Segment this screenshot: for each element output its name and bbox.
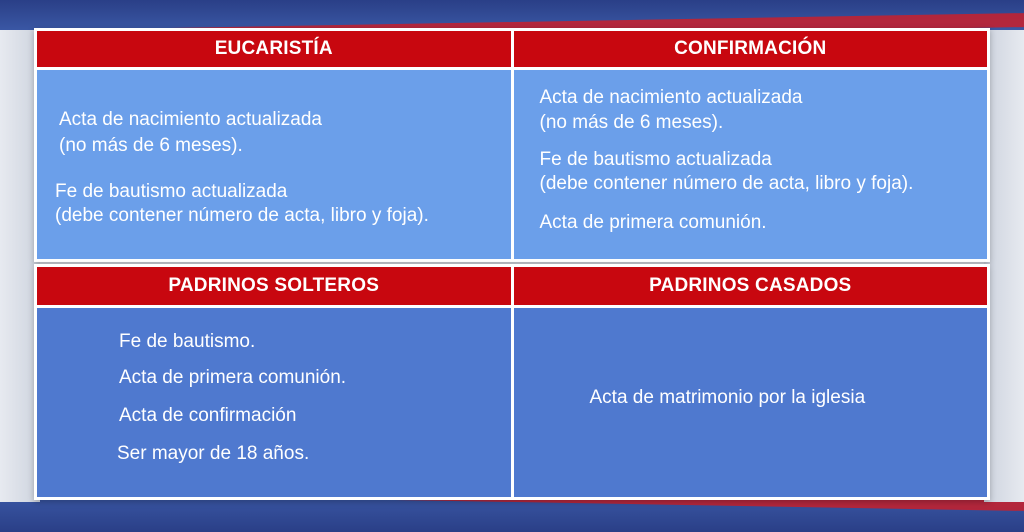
- header-padrinos-casados-label: PADRINOS CASADOS: [649, 275, 852, 296]
- requirement-line: (debe contener número de acta, libro y foja).: [55, 205, 429, 226]
- requirements-table-bottom: [34, 264, 990, 500]
- header-eucaristia-label: EUCARISTÍA: [214, 38, 333, 59]
- cell-padrinos-casados-requirements: [514, 308, 988, 497]
- requirement-line: (no más de 6 meses).: [539, 112, 724, 133]
- requirement-line: Acta de confirmación: [119, 405, 297, 426]
- cell-eucaristia-requirements: [37, 70, 511, 259]
- requirement-line: Fe de bautismo.: [119, 331, 256, 352]
- requirement-line: Fe de bautismo actualizada: [55, 181, 288, 202]
- requirement-line: Acta de nacimiento actualizada: [59, 109, 322, 130]
- header-padrinos-casados: [514, 267, 988, 305]
- header-eucaristia: [37, 31, 511, 67]
- requirement-line: Ser mayor de 18 años.: [117, 443, 310, 464]
- requirement-line: Acta de nacimiento actualizada: [539, 87, 803, 108]
- cell-padrinos-solteros-requirements: [37, 308, 511, 497]
- header-padrinos-solteros-label: PADRINOS SOLTEROS: [168, 275, 380, 296]
- requirement-line: Acta de primera comunión.: [119, 367, 347, 388]
- header-confirmacion: [514, 31, 988, 67]
- requirements-table-top: [34, 28, 990, 262]
- requirement-line: Acta de primera comunión.: [539, 212, 767, 233]
- header-confirmacion-label: CONFIRMACIÓN: [674, 38, 827, 59]
- background-right-panel: [984, 30, 1024, 502]
- requirement-line: Fe de bautismo actualizada: [539, 149, 772, 170]
- requirement-line: (debe contener número de acta, libro y foja).: [539, 173, 914, 194]
- cell-confirmacion-requirements: [514, 70, 988, 259]
- requirement-line: Acta de matrimonio por la iglesia: [589, 387, 866, 408]
- requirement-line: (no más de 6 meses).: [59, 135, 243, 156]
- header-padrinos-solteros: [37, 267, 511, 305]
